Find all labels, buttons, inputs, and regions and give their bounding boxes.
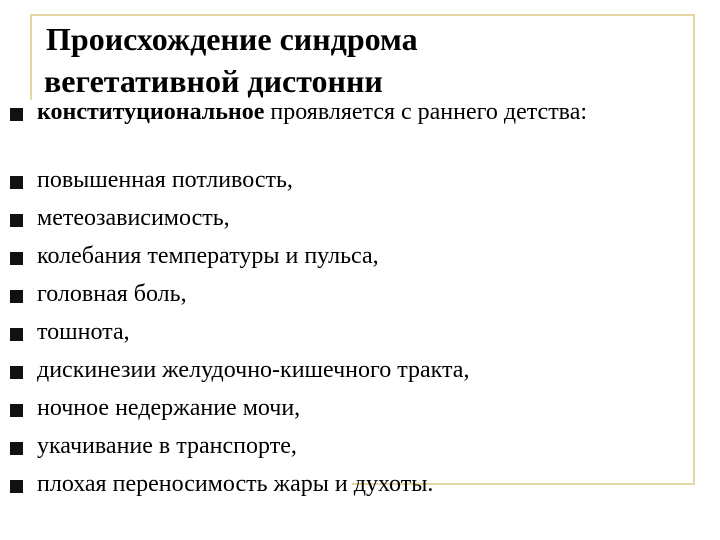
title-line-1: Происхождение синдрома: [46, 21, 418, 57]
list-item: [10, 356, 680, 394]
list-item: [10, 470, 680, 508]
bullet-text: повышенная потливость,: [37, 167, 293, 193]
bullet-text: укачивание в транспорте,: [37, 433, 297, 459]
square-bullet-icon: [10, 404, 23, 417]
square-bullet-icon: [10, 176, 23, 189]
list-item: [10, 242, 680, 280]
square-bullet-icon: [10, 328, 23, 341]
list-item: [10, 204, 680, 242]
list-item: [10, 98, 680, 166]
bullet-text: головная боль,: [37, 281, 187, 307]
bullet-text: метеозависимость,: [37, 205, 230, 231]
list-item: [10, 318, 680, 356]
bullet-text: ночное недержание мочи,: [37, 395, 301, 421]
title-line-2: вегетативной дистонни: [44, 63, 383, 99]
bold-term: конституциональное: [37, 99, 265, 125]
square-bullet-icon: [10, 366, 23, 379]
square-bullet-icon: [10, 290, 23, 303]
square-bullet-icon: [10, 252, 23, 265]
slide-title: [46, 18, 606, 102]
frame-left-line: [30, 14, 32, 100]
frame-top-line: [30, 14, 695, 16]
list-item: [10, 166, 680, 204]
list-item: [10, 280, 680, 318]
list-item: [10, 432, 680, 470]
bullet-list: [10, 98, 680, 508]
bullet-text: колебания температуры и пульса,: [37, 243, 379, 269]
square-bullet-icon: [10, 480, 23, 493]
bullet-text: [37, 98, 677, 127]
square-bullet-icon: [10, 108, 23, 121]
square-bullet-icon: [10, 442, 23, 455]
frame-right-line: [693, 14, 695, 484]
list-item: [10, 394, 680, 432]
bullet-text: дискинезии желудочно-кишечного тракта,: [37, 357, 470, 383]
bullet-text: тошнота,: [37, 319, 130, 345]
square-bullet-icon: [10, 214, 23, 227]
term-description: проявляется с раннего детства:: [264, 99, 588, 125]
bullet-text: плохая переносимость жары и духоты.: [37, 471, 434, 497]
